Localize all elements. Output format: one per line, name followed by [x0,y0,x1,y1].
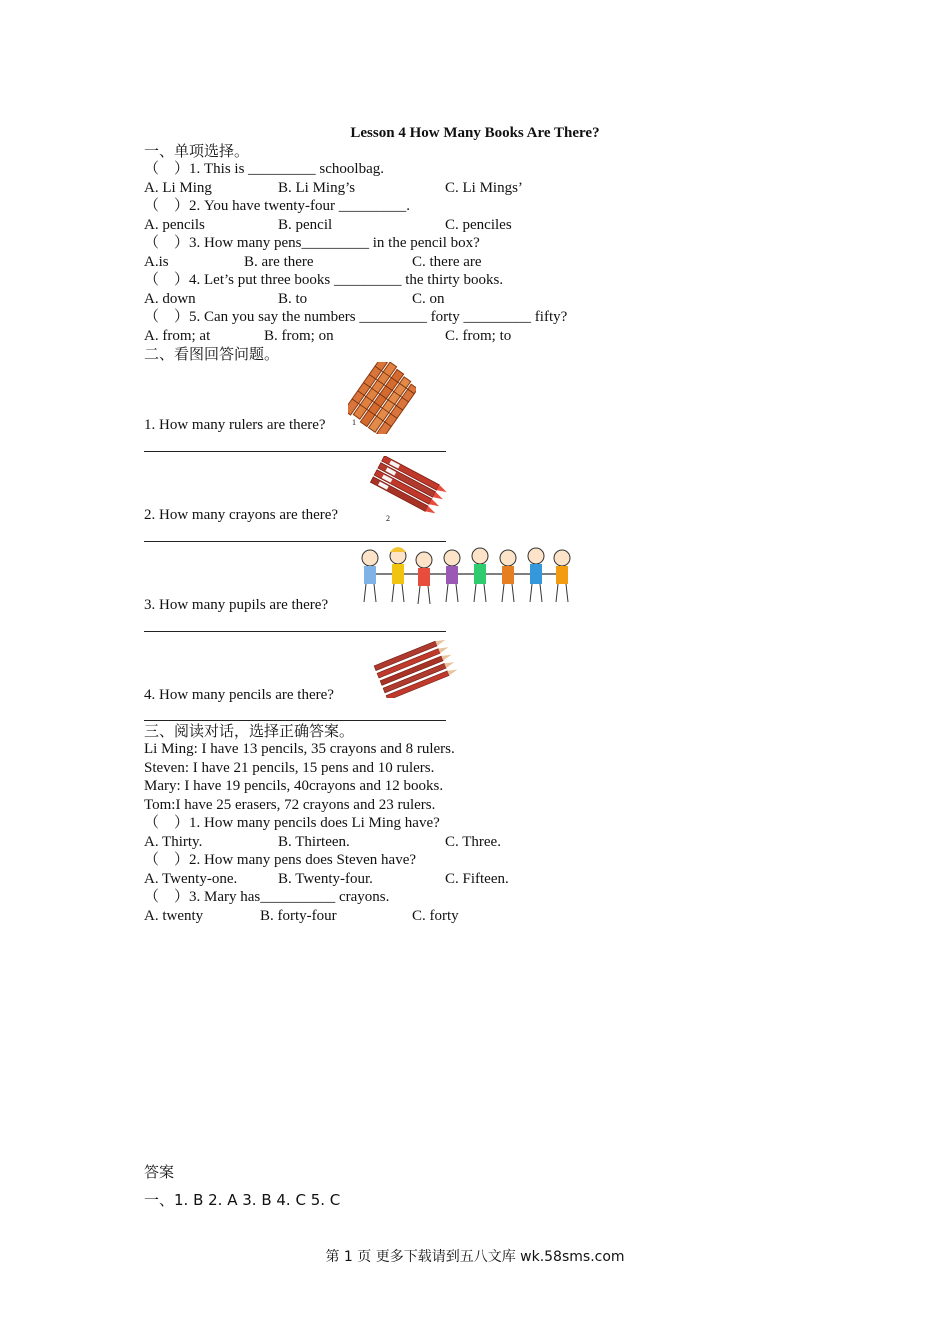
dialogue-line-1: Li Ming: I have 13 pencils, 35 crayons and 8 rulers. [144,741,455,757]
p3-q3-option-c: C. forty [412,908,459,924]
q2-stem: （ ）2. You have twenty-four _________. [144,198,410,214]
p3-q1-options [144,833,844,851]
q2-option-b: B. pencil [278,217,333,233]
crayons-icon [366,456,456,522]
crayons-pic-label: 2 [386,514,390,523]
p3-q3-stem: （ ）3. Mary has__________ crayons. [144,889,390,905]
q3-option-a: A.is [144,254,169,270]
q1-option-a: A. Li Ming [144,180,212,196]
section-heading-3: 三、阅读对话，选择正确答案。 [144,722,355,740]
q1-option-c: C. Li Mings’ [445,180,523,196]
p3-q2-stem: （ ）2. How many pens does Steven have? [144,852,417,868]
p2-q4-text: 4. How many pencils are there? [144,687,334,703]
q5-option-c: C. from; to [445,328,512,344]
p2-q2-text: 2. How many crayons are there? [144,507,339,523]
q1-stem: （ ）1. This is _________ schoolbag. [144,161,384,177]
section-heading-2: 二、看图回答问题。 [144,345,280,363]
rulers-pic-label: 1 [352,418,356,427]
p3-q1-option-b: B. Thirteen. [278,834,350,850]
q2-option-a: A. pencils [144,217,205,233]
p3-q2-options [144,870,844,888]
page-title: Lesson 4 How Many Books Are There? [350,125,600,141]
q3-options [144,253,844,271]
answers-heading: 答案 [144,1163,175,1181]
answer-line-1[interactable] [144,451,446,452]
p3-q1-stem: （ ）1. How many pencils does Li Ming have? [144,815,440,831]
p3-q1-option-c: C. Three. [445,834,501,850]
p3-q2-option-b: B. Twenty-four. [278,871,373,887]
answers-line-1: 一、1. B 2. A 3. B 4. C 5. C [144,1191,341,1209]
q3-stem: （ ）3. How many pens_________ in the pencil box? [144,235,480,251]
q2-option-c: C. penciles [445,217,512,233]
p3-q2-option-c: C. Fifteen. [445,871,509,887]
p3-q3-options [144,907,844,925]
q5-option-a: A. from; at [144,328,211,344]
q1-options [144,179,844,197]
answer-line-4[interactable] [144,720,446,721]
pencils-icon [370,638,464,698]
dialogue-line-2: Steven: I have 21 pencils, 15 pens and 10 rulers. [144,760,435,776]
q4-stem: （ ）4. Let’s put three books _________ the thirty books. [144,272,504,288]
dialogue-line-3: Mary: I have 19 pencils, 40crayons and 12 books. [144,778,444,794]
q4-option-a: A. down [144,291,196,307]
q4-options [144,290,844,308]
dialogue-line-4: Tom:I have 25 erasers, 72 crayons and 23 rulers. [144,797,436,813]
answer-line-3[interactable] [144,631,446,632]
page-footer: 第 1 页 更多下载请到五八文库 wk.58sms.com [325,1249,625,1265]
p2-q1-text: 1. How many rulers are there? [144,417,326,433]
p2-q3-text: 3. How many pupils are there? [144,597,329,613]
p3-q3-option-b: B. forty-four [260,908,337,924]
p3-q2-option-a: A. Twenty-one. [144,871,238,887]
section-heading-1: 一、单项选择。 [144,142,250,160]
q4-option-b: B. to [278,291,308,307]
rulers-icon [348,362,416,434]
q5-option-b: B. from; on [264,328,334,344]
q1-option-b: B. Li Ming’s [278,180,356,196]
q4-option-c: C. on [412,291,445,307]
q2-options [144,216,844,234]
pupils-icon [356,544,576,608]
p3-q1-option-a: A. Thirty. [144,834,203,850]
q3-option-c: C. there are [412,254,482,270]
p3-q3-option-a: A. twenty [144,908,204,924]
q5-options [144,327,844,345]
q3-option-b: B. are there [244,254,314,270]
answer-line-2[interactable] [144,541,446,542]
q5-stem: （ ）5. Can you say the numbers _________ forty _________ fifty? [144,309,568,325]
